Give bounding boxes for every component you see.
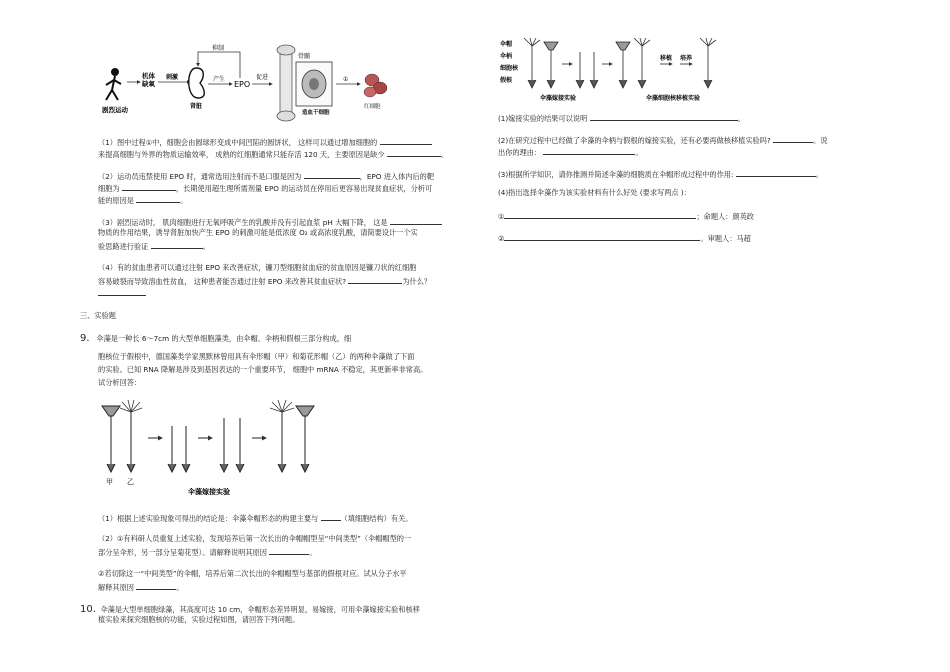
q9-line2: 胞核位于假根中，德国藻类学家黑默林曾用具有伞形帽（甲）和菊花形帽（乙）的两种伞藻做了下面	[98, 352, 415, 361]
q2-line3: 能的原因是 。	[98, 196, 188, 205]
q4-line1: （4）有的贫血患者可以通过注射 EPO 来改善症状，镰刀型细胞贫血症的贫血原因是镰刀状的红细胞	[98, 263, 417, 272]
stem-cell-label: 造血干细胞	[302, 110, 330, 116]
culture-label: 培养	[680, 55, 693, 62]
q3-line2: 物质的作用结果，诱导肾脏加快产生 EPO 的刺激可能是低浓度 O₂ 或高浓度乳酸，请简要设计一个实	[98, 228, 418, 237]
fig10-caption-b: 伞藻细胞核移植实验	[646, 95, 701, 102]
q10-sub4-answer2: ② 。审题人：马超	[498, 234, 751, 243]
runner-icon	[106, 69, 121, 100]
q9-sub3-line2: 解释其原因 。	[98, 583, 184, 592]
transplant-label: 移植	[660, 55, 673, 62]
epo-label: EPO	[234, 80, 251, 89]
produce-label: 产生	[213, 76, 226, 83]
umbrella-graft-figure	[100, 398, 340, 500]
q2-line2: 细胞为 ，长期使用超生理所需剂量 EPO 的运动员在停用后更容易出现贫血症状，分析可	[98, 184, 433, 193]
kidney-icon	[189, 68, 205, 98]
q1-line2: 来提高细胞与外界的物质运输效率， 成熟的红细胞通常只能存活 120 天，主要原因是缺少 。	[98, 150, 449, 159]
label-jia: 甲	[106, 478, 113, 486]
fig9-caption: 伞藻嫁接实验	[188, 488, 230, 496]
promote-label: 促进	[256, 74, 269, 81]
stimulate-label: 刺激	[166, 74, 179, 81]
q10-line2: 植实验来探究细胞核的功能，实验过程如图，请回答下列问题。	[98, 615, 300, 624]
red-blood-cell-icon	[364, 74, 387, 97]
q3-line1: （3）剧烈运动时， 肌肉细胞进行无氧呼吸产生的乳酸并没有引起血浆 pH 大幅下降， 这是	[98, 216, 442, 228]
q2-line1: （2）运动员违禁使用 EPO 时，通常选用注射而不是口服是因为 ，EPO 进入体内后的靶	[98, 172, 435, 181]
q9-line1: 9. 伞藻是一种长 6～7cm 的大型单细胞藻类，由伞帽、伞柄和假根三部分构成，细	[80, 333, 352, 344]
section-heading: 三、实验题	[80, 311, 116, 320]
q4-line3	[98, 287, 146, 299]
q9-sub3-line1: ②若切除这一“中间类型”的伞帽，培养后第二次长出的伞帽帽型与基部的假根对应。试从分子水平	[98, 569, 407, 578]
stem-cell-icon	[296, 62, 332, 106]
runner-label: 剧烈运动	[102, 106, 128, 114]
svg-text:机体: 机体	[142, 72, 155, 80]
q9-sub1: （1）根据上述实验现象可得出的结论是：伞藻伞帽形态的构建主要与 （填细胞结构）有关。	[98, 514, 413, 523]
q10-sub2-line1: (2)在研究过程中已经做了伞藻的伞柄与假根的嫁接实验，还有必要再做核移植实验吗? 。说	[498, 136, 828, 145]
q10-sub2-line2: 出你的理由： 。	[498, 148, 643, 157]
q10-sub4-answer1: ① ；命题人：颜英政	[498, 212, 754, 221]
epo-figure	[100, 42, 400, 122]
label-yi: 乙	[127, 478, 134, 486]
bone-icon	[277, 45, 295, 121]
label-stalk: 伞柄	[500, 53, 513, 60]
svg-text:缺氧: 缺氧	[142, 80, 155, 88]
fig10-caption-a: 伞藻嫁接实验	[540, 95, 577, 102]
q9-sub2-line2: 部分呈伞形，另一部分呈菊花型）。请解释说明其原因 。	[98, 548, 317, 557]
q9-line3: 的实验。已知 RNA 降解是涉及到基因表达的一个重要环节， 细胞中 mRNA 不稳定，其更新率非常高。	[98, 365, 428, 374]
nucleus-transplant-diagram	[500, 38, 730, 106]
rbc-label: 红细胞	[364, 104, 381, 110]
epo-diagram	[100, 42, 400, 122]
kidney-label: 肾脏	[190, 103, 203, 110]
q3-line3: 验思路进行验证 。	[98, 242, 210, 251]
bone-label: 骨髓	[298, 53, 311, 60]
umbrella-nucleus-figure	[500, 38, 730, 106]
q1-line1: （1）图中过程①中，细胞会由圆球形变成中间凹陷的圆饼状， 这样可以通过增加细胞的	[98, 136, 432, 148]
step1-label: ①	[343, 76, 349, 83]
q10-line1: 10. 伞藻是大型单细胞绿藻，其高度可达 10 cm，伞帽形态差异明显，易嫁接，可用伞藻嫁接实验和核移	[80, 604, 420, 615]
q4-line2: 容易破裂而导致溶血性贫血， 这种患者能否通过注射 EPO 来改善其贫血症状? 为什么？	[98, 277, 432, 286]
q10-sub1: (1)嫁接实验的结果可以说明 。	[498, 114, 745, 123]
label-cap: 伞帽	[500, 41, 513, 48]
graft-diagram	[100, 398, 340, 500]
label-nucleus: 细胞核	[500, 65, 519, 72]
inhibit-label: 抑制	[212, 45, 225, 52]
q10-sub3: (3)根据所学知识，请你推测并简述伞藻的细胞质在伞帽形成过程中的作用: 。	[498, 170, 823, 179]
label-rhizoid: 假根	[500, 77, 513, 84]
q10-sub4: (4)指出选择伞藻作为该实验材料有什么好处 (要求写两点 )：	[498, 188, 691, 197]
q9-sub2-line1: （2）①有科研人员重复上述实验，发现培养后第一次长出的伞帽帽型呈“中间类型”（伞帽帽型的一	[98, 534, 412, 543]
q9-line4: 试分析回答：	[98, 378, 142, 387]
